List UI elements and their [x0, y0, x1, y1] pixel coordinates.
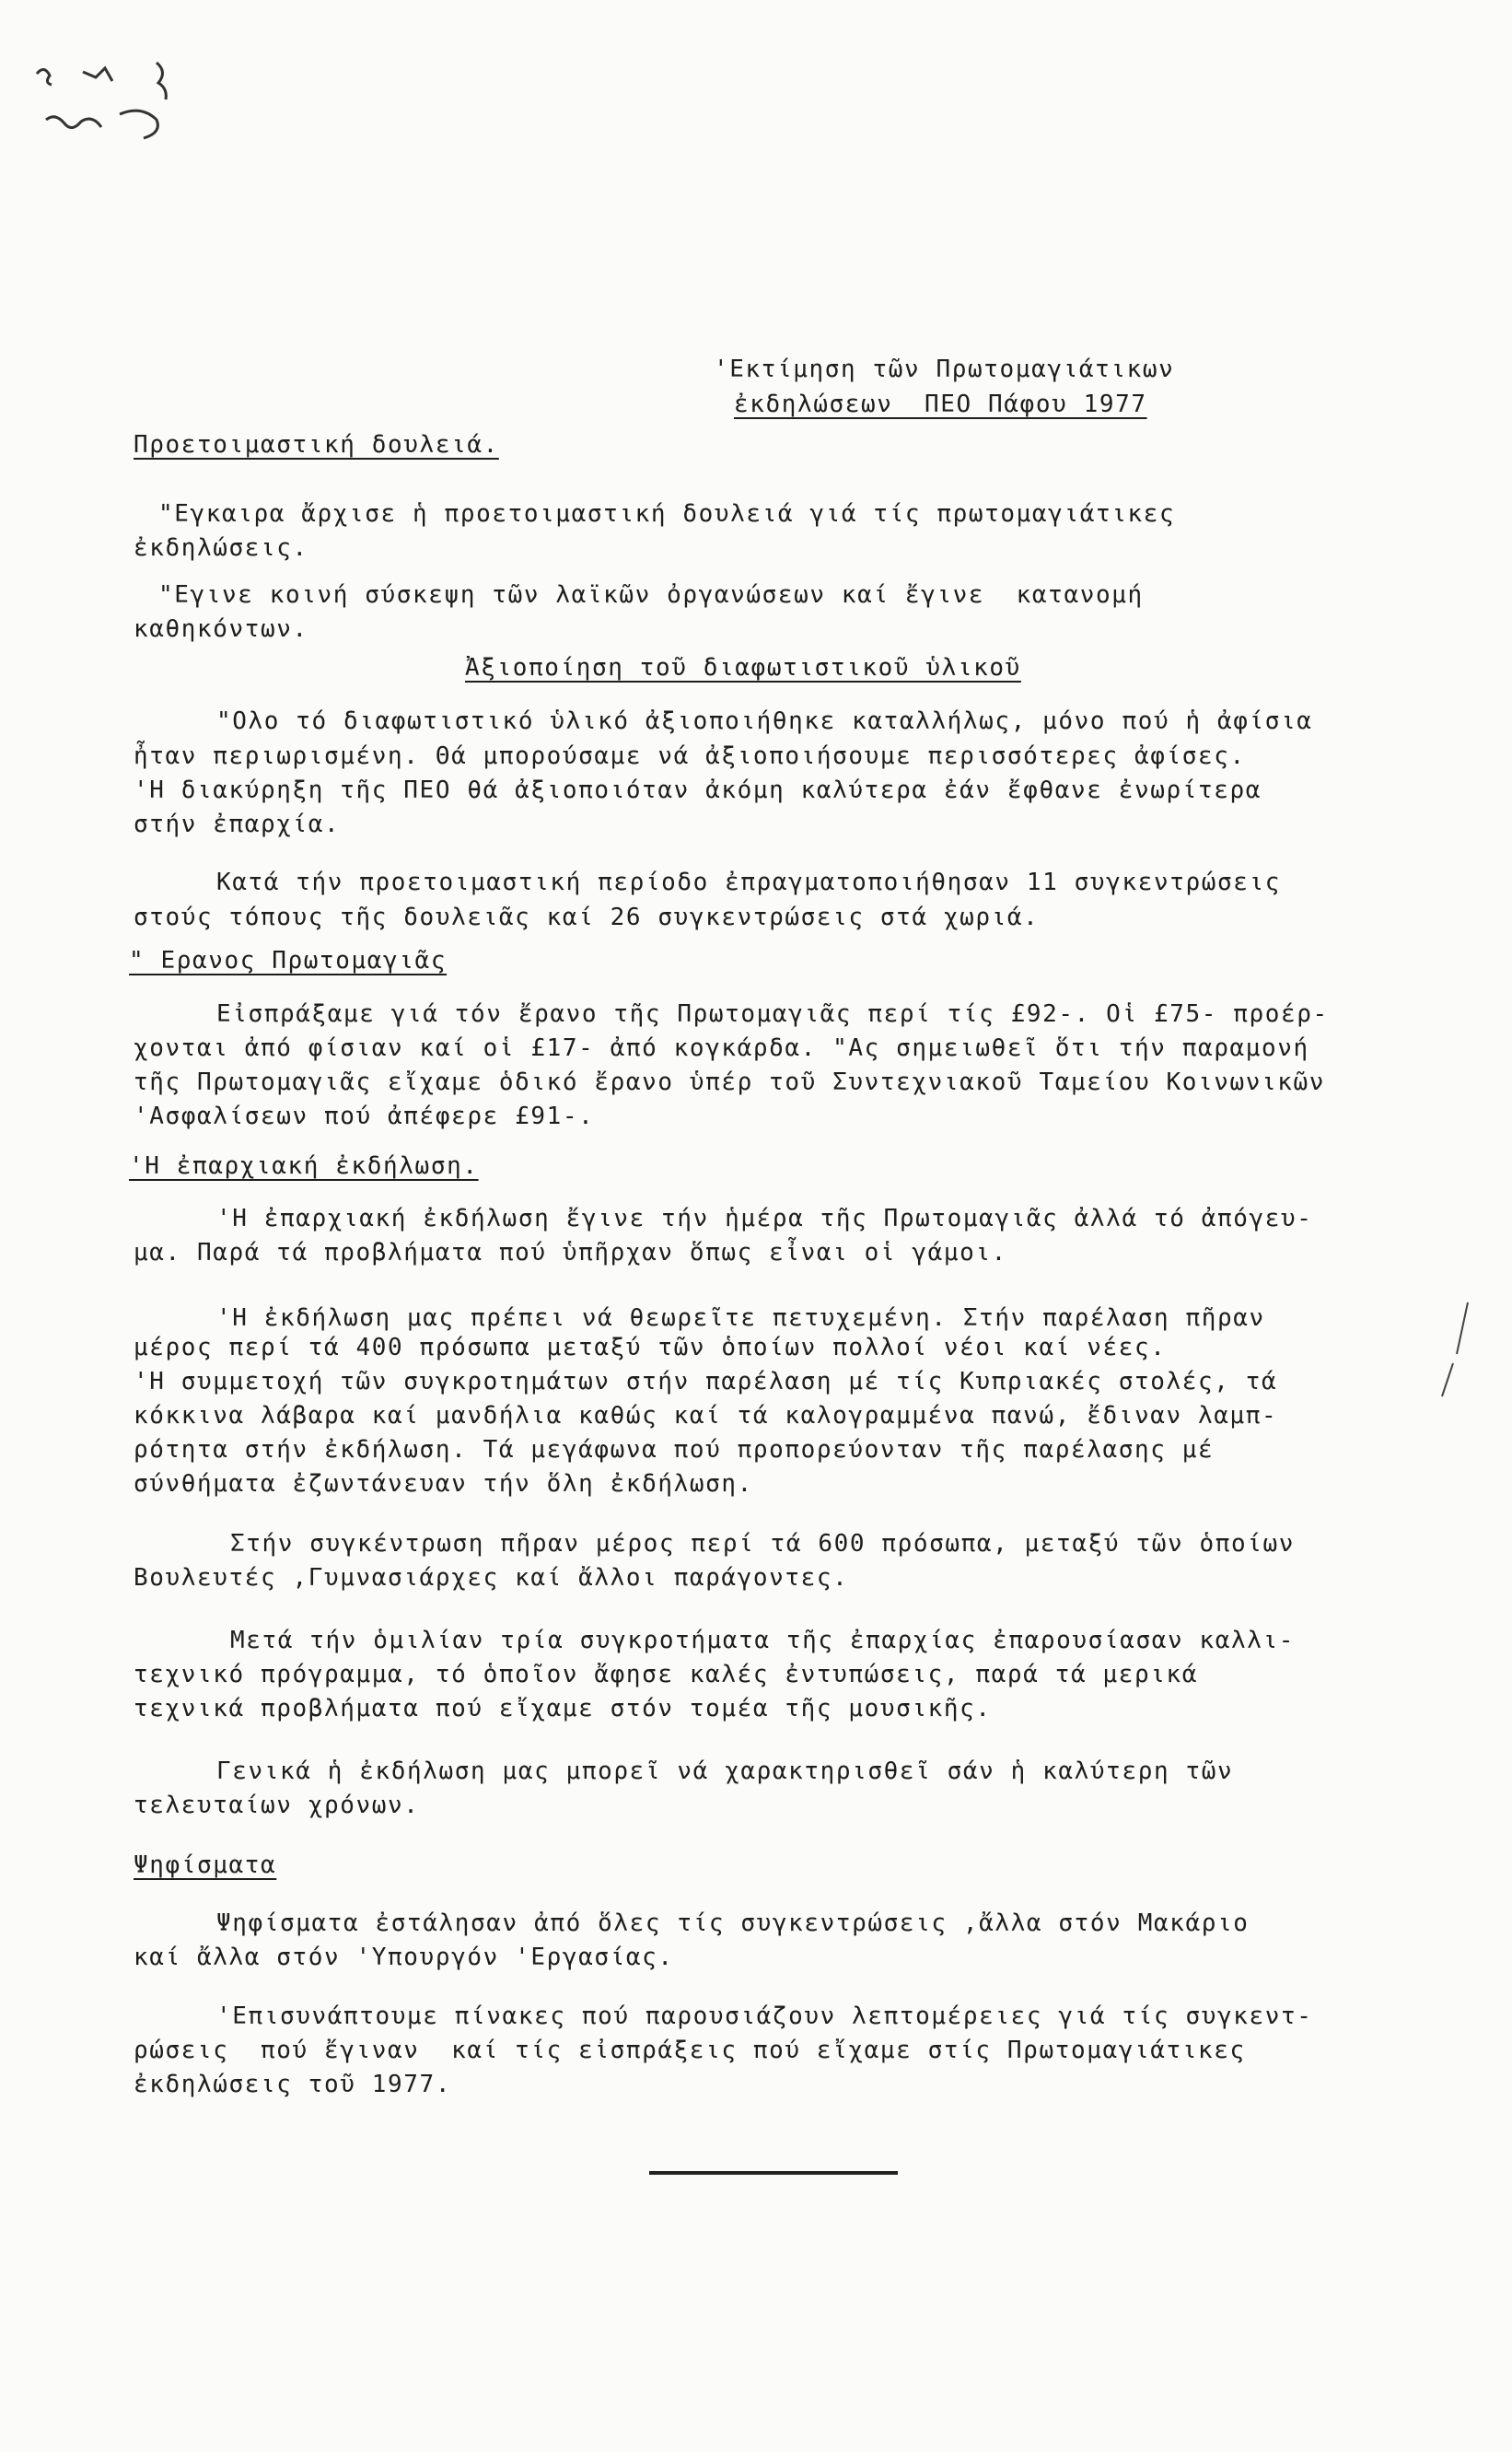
text-line: "Εγκαιρα ἄρχισε ἡ προετοιμαστική δουλειά γιά τίς πρωτομαγιάτικες [158, 500, 1176, 528]
text-line: μα. Παρά τά προβλήματα πού ὑπῆρχαν ὅπως εἶναι οἱ γάμοι. [134, 1239, 1007, 1267]
text-line: Μετά τήν ὁμιλίαν τρία συγκροτήματα τῆς ἐπαρχίας ἐπαρουσίασαν καλλι- [230, 1627, 1295, 1654]
text-line: 'Ασφαλίσεων πού ἀπέφερε £91-. [134, 1103, 595, 1130]
text-line: Εἰσπράξαμε γιά τόν ἔρανο τῆς Πρωτομαγιᾶς περί τίς £92-. Οἱ £75- προέρ- [216, 1000, 1329, 1028]
text-line: στήν ἐπαρχία. [134, 811, 341, 838]
text-line: Στήν συγκέντρωση πῆραν μέρος περί τά 600 πρόσωπα, μεταξύ τῶν ὁποίων [230, 1530, 1295, 1558]
text-line: καί ἄλλα στόν 'Υπουργόν 'Εργασίας. [134, 1944, 674, 1971]
heading-event: 'Η ἐπαρχιακή ἐκδήλωση. [129, 1152, 479, 1180]
text-line: σύνθήματα ἐζωντάνευαν τήν ὅλη ἐκδήλωση. [134, 1470, 753, 1498]
text-line: Κατά τήν προετοιμαστική περίοδο ἐπραγματοποιήθησαν 11 συγκεντρώσεις [216, 869, 1281, 896]
text-line: Γενικά ἡ ἐκδήλωση μας μπορεῖ νά χαρακτηρισθεῖ σάν ἡ καλύτερη τῶν [216, 1757, 1234, 1785]
doc-title-line-2: ἐκδηλώσεων ΠΕΟ Πάφου 1977 [734, 391, 1147, 418]
separator-line [649, 2171, 898, 2175]
text-line: "Ολο τό διαφωτιστικό ὑλικό ἀξιοποιήθηκε καταλλήλως, μόνο πού ἡ ἀφίσια [216, 707, 1313, 735]
text-line: στούς τόπους τῆς δουλειᾶς καί 26 συγκεντρώσεις στά χωριά. [134, 904, 1040, 931]
text-line: τεχνικό πρόγραμμα, τό ὁποῖον ἄφησε καλές ἐντυπώσεις, παρά τά μερικά [134, 1661, 1198, 1688]
text-line: ἐκδηλώσεις. [134, 534, 308, 562]
text-line: τελευταίων χρόνων. [134, 1792, 420, 1819]
text-line: 'Η συμμετοχή τῶν συγκροτημάτων στήν παρέλαση μέ τίς Κυπριακές στολές, τά [134, 1368, 1278, 1395]
text-line: 'Επισυνάπτουμε πίνακες πού παρουσιάζουν λεπτομέρειες γιά τίς συγκεντ- [216, 2002, 1313, 2030]
text-line: 'Η ἐκδήλωση μας πρέπει νά θεωρεῖτε πετυχεμένη. Στήν παρέλαση πῆραν [216, 1304, 1265, 1332]
text-line: χονται ἀπό φίσιαν καί οἱ £17- ἀπό κογκάρδα. "Ας σημειωθεῖ ὅτι τήν παραμονή [134, 1034, 1309, 1062]
text-line: 'Η διακύρηξη τῆς ΠΕΟ θά ἀξιοποιόταν ἀκόμη καλύτερα ἐάν ἔφθανε ἐνωρίτερα [134, 776, 1262, 804]
text-line: κόκκινα λάβαρα καί μανδήλια καθώς καί τά καλογραμμένα πανώ, ἔδιναν λαμπ- [134, 1402, 1278, 1430]
text-line: Ψηφίσματα ἐστάλησαν ἀπό ὅλες τίς συγκεντρώσεις ,ἄλλα στόν Μακάριο [216, 1909, 1250, 1937]
heading-material: Ἀξιοποίηση τοῦ διαφωτιστικοῦ ὑλικοῦ [465, 654, 1021, 682]
margin-mark-icon [1436, 1299, 1473, 1400]
text-line: καθηκόντων. [134, 615, 308, 643]
text-line: τεχνικά προβλήματα πού εἴχαμε στόν τομέα τῆς μουσικῆς. [134, 1695, 992, 1722]
heading-resolutions: Ψηφίσματα [134, 1851, 277, 1879]
doc-title-line-1: 'Εκτίμηση τῶν Πρωτομαγιάτικων [714, 356, 1175, 383]
text-line: ρότητα στήν ἐκδήλωση. Τά μεγάφωνα πού προπορεύονταν τῆς παρέλασης μέ [134, 1436, 1215, 1464]
text-line: ἦταν περιωρισμένη. Θά μπορούσαμε νά ἀξιοποιήσουμε περισσότερες ἀφίσες. [134, 742, 1246, 770]
text-line: μέρος περί τά 400 πρόσωπα μεταξύ τῶν ὁποίων πολλοί νέοι καί νέες. [134, 1334, 1167, 1361]
text-line: ἐκδηλώσεις τοῦ 1977. [134, 2071, 452, 2098]
text-line: Βουλευτές ,Γυμνασιάρχες καί ἄλλοι παράγοντες. [134, 1564, 849, 1592]
text-line: ρώσεις πού ἔγιναν καί τίς εἰσπράξεις πού εἴχαμε στίς Πρωτομαγιάτικες [134, 2037, 1246, 2064]
text-line: 'Η ἐπαρχιακή ἐκδήλωση ἔγινε τήν ἡμέρα τῆς Πρωτομαγιᾶς ἀλλά τό ἀπόγευ- [216, 1205, 1313, 1232]
heading-preparation: Προετοιμαστική δουλειά. [134, 431, 499, 459]
text-line: τῆς Πρωτομαγιᾶς εἴχαμε ὁδικό ἔρανο ὑπέρ τοῦ Συντεχνιακοῦ Ταμείου Κοινωνικῶν [134, 1068, 1325, 1096]
text-line: "Εγινε κοινή σύσκεψη τῶν λαϊκῶν ὀργανώσεων καί ἔγινε κατανομή [158, 581, 1144, 609]
heading-fund: " Ερανος Πρωτομαγιᾶς [129, 947, 448, 975]
handwritten-annotation-icon [28, 55, 193, 157]
